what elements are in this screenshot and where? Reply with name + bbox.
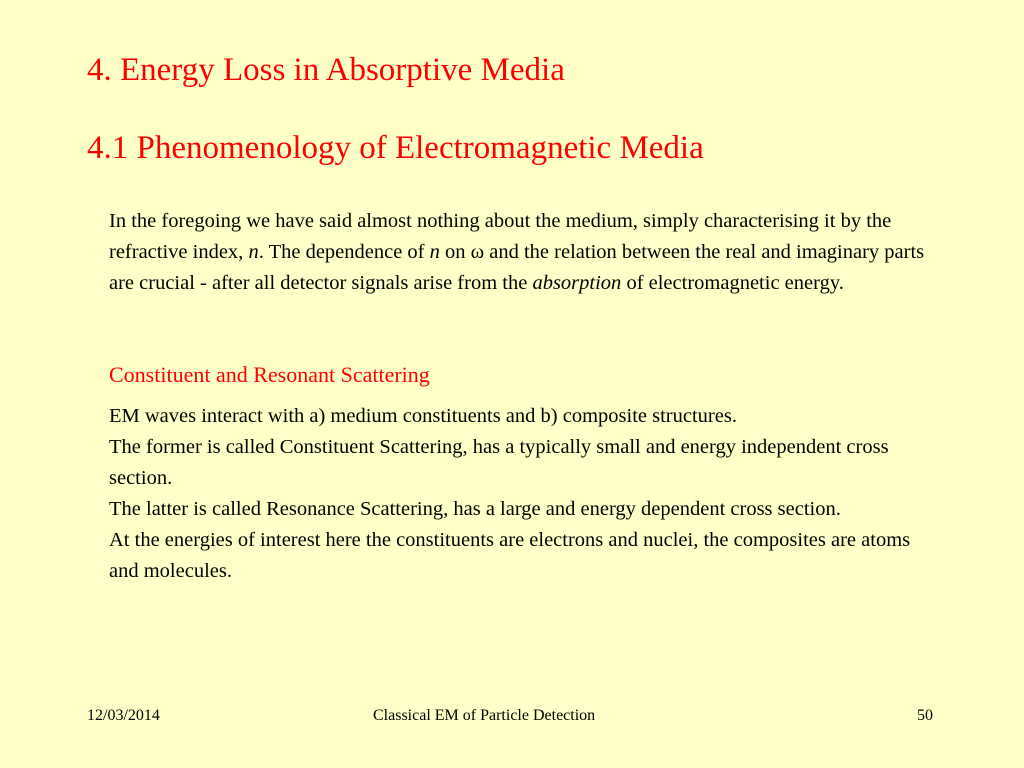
intro-text-4: of electromagnetic energy. bbox=[621, 272, 844, 294]
body-line: The latter is called Resonance Scattering, has a large and energy dependent cross section. bbox=[109, 498, 841, 520]
intro-text-3: on ω and the relation between the real and imaginary parts are crucial - after all detector signals arise from the bbox=[109, 241, 925, 294]
slide-subtitle: 4.1 Phenomenology of Electromagnetic Media bbox=[87, 130, 704, 166]
footer-date: 12/03/2014 bbox=[87, 707, 160, 724]
section-heading: Constituent and Resonant Scattering bbox=[109, 362, 430, 387]
body-line: The former is called Constituent Scattering, has a typically small and energy independent cross section. bbox=[109, 436, 889, 489]
body-line: At the energies of interest here the constituents are electrons and nuclei, the composites are atoms and molecules. bbox=[109, 529, 911, 582]
scattering-paragraph bbox=[109, 401, 929, 587]
intro-text-1: In the foregoing we have said almost nothing about the medium, simply characterising it by the refractive index, bbox=[109, 210, 892, 263]
body-line: EM waves interact with a) medium constituents and b) composite structures. bbox=[109, 405, 737, 427]
refractive-index-symbol: n bbox=[429, 241, 440, 263]
page-number: 50 bbox=[917, 707, 933, 724]
intro-paragraph bbox=[109, 206, 929, 299]
absorption-word: absorption bbox=[532, 272, 622, 294]
slide-title: 4. Energy Loss in Absorptive Media bbox=[87, 52, 565, 88]
footer-title: Classical EM of Particle Detection bbox=[373, 707, 596, 724]
intro-text-2: . The dependence of bbox=[258, 241, 430, 263]
refractive-index-symbol: n bbox=[248, 241, 259, 263]
